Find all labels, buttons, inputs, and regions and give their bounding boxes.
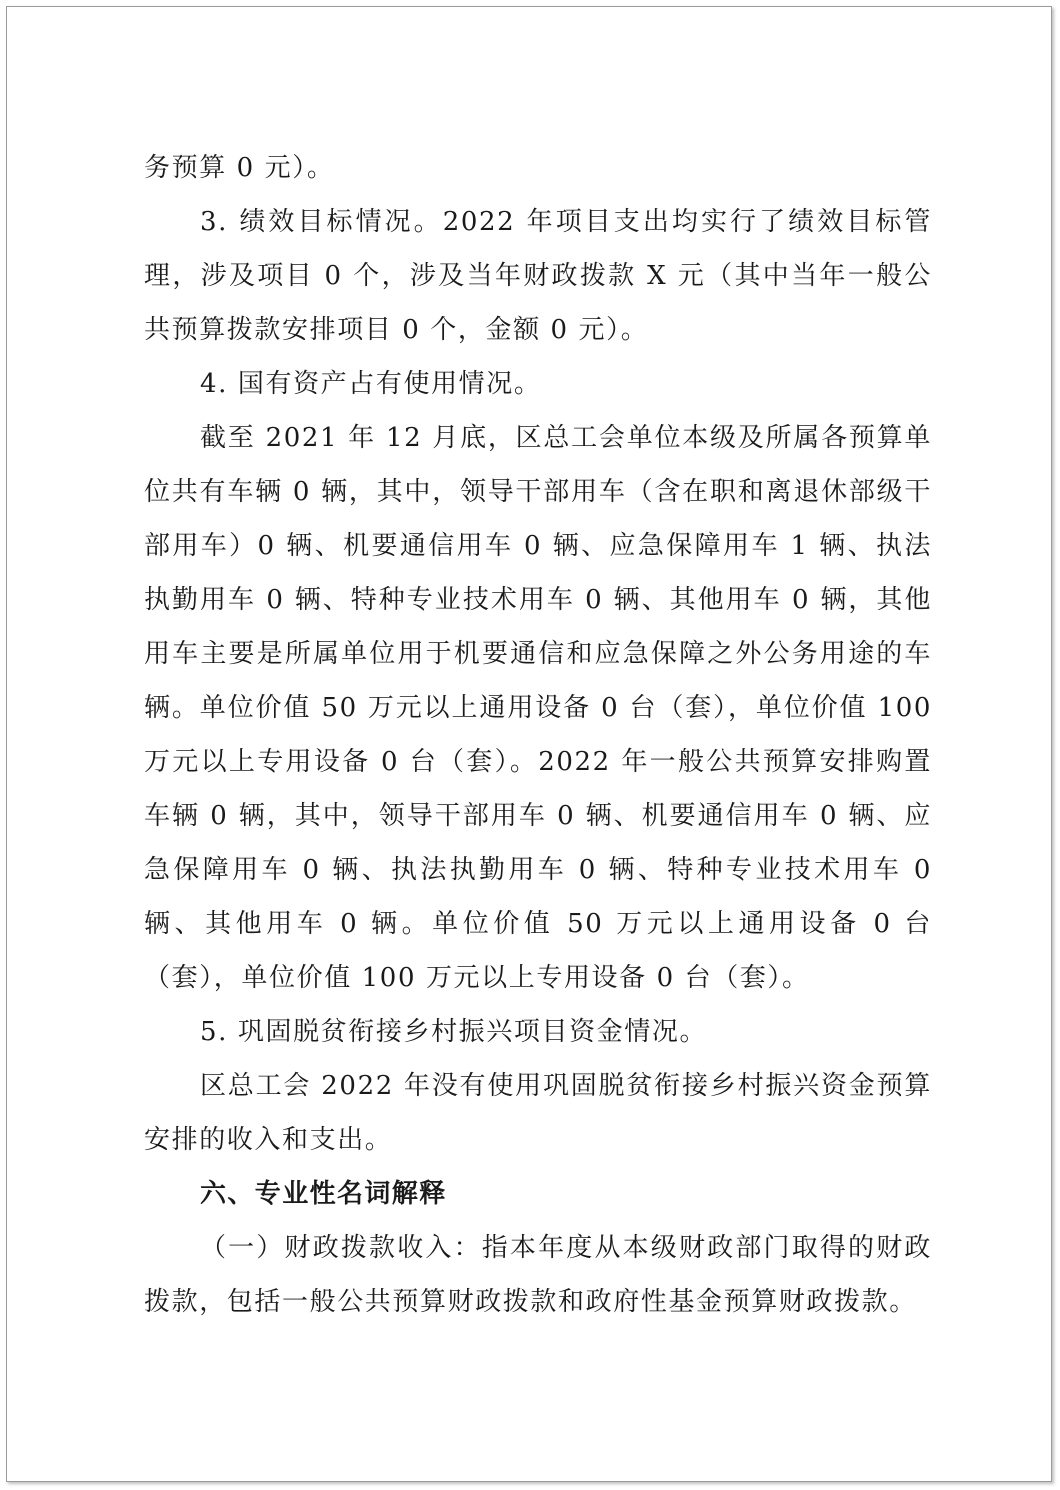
document-page xyxy=(6,6,1052,1482)
document-body xyxy=(144,141,932,1329)
section-heading-terminology: 六、专业性名词解释 xyxy=(200,1179,447,1209)
paragraph-rural-revitalization-title: 5. 巩固脱贫衔接乡村振兴项目资金情况。 xyxy=(200,1017,708,1047)
paragraph-rural-revitalization-detail: 区总工会 2022 年没有使用巩固脱贫衔接乡村振兴资金预算安排的收入和支出。 xyxy=(144,1071,932,1155)
paragraph-state-assets-title: 4. 国有资产占有使用情况。 xyxy=(200,369,542,399)
paragraph-performance-goals: 3. 绩效目标情况。2022 年项目支出均实行了绩效目标管理，涉及项目 0 个，涉及当年财政拨款 X 元（其中当年一般公共预算拨款安排项目 0 个，金额 0 元）。 xyxy=(144,207,932,345)
paragraph-state-assets-detail: 截至 2021 年 12 月底，区总工会单位本级及所属各预算单位共有车辆 0 辆，其中，领导干部用车（含在职和离退休部级干部用车）0 辆、机要通信用车 0 辆、应急保障用车 1 辆、执法执勤用车 0 辆、特种专业技术用车 0 辆、其他用车 0 辆，其他用车主要是所属单位用于机要通信和应急保障之外公务用途的车辆。单位价值 50 万元以上通用设备 0 台（套），单位价值 100 万元以上专用设备 0 台（套）。2022 年一般公共预算安排购置车辆 0 辆，其中，领导干部用车 0 辆、机要通信用车 0 辆、应急保障用车 0 辆、执法执勤用车 0 辆、特种专业技术用车 0 辆、其他用车 0 辆。单位价值 50 万元以上通用设备 0 台（套），单位价值 100 万元以上专用设备 0 台（套）。 xyxy=(144,423,932,993)
paragraph-fiscal-appropriation-income: （一）财政拨款收入：指本年度从本级财政部门取得的财政拨款，包括一般公共预算财政拨款和政府性基金预算财政拨款。 xyxy=(144,1233,932,1317)
paragraph-continuation: 务预算 0 元）。 xyxy=(144,153,335,183)
